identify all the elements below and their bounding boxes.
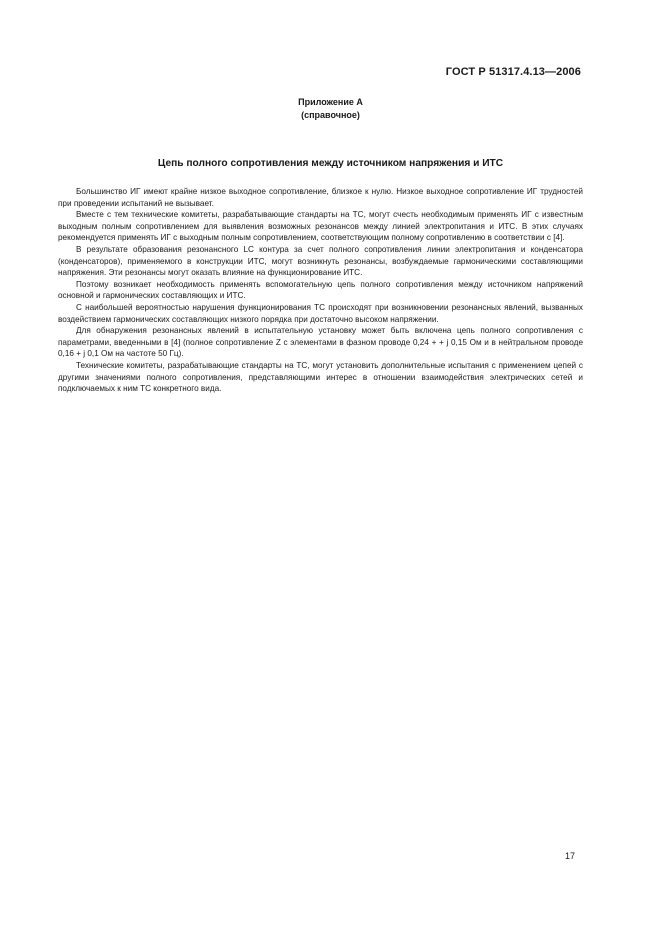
section-title: Цепь полного сопротивления между источником напряжения и ИТС: [157, 158, 504, 169]
appendix-label: Приложение А: [298, 97, 363, 107]
paragraph: Большинство ИГ имеют крайне низкое выходное сопротивление, близкое к нулю. Низкое выходное сопротивление ИГ трудностей при проведении испытаний не вызывает.: [58, 187, 583, 208]
paragraph: Технические комитеты, разрабатывающие стандарты на ТС, могут установить дополнительные испытания с применением цепей с другими значениями полного сопротивления, представляющими интерес в отношении взаимодействия электрических сетей и подключаемых к ним ТС конкретного вида.: [58, 360, 583, 394]
paragraph: Вместе с тем технические комитеты, разрабатывающие стандарты на ТС, могут счесть необходимым применять ИГ с известным выходным полным сопротивлением для выявления возможных резонансов между линией электропитания и ИТС. В этих случаях рекомендуется применять ИГ с выходным полным сопротивлением, соответствующим полному сопротивлению в соответствии с [4].: [58, 210, 583, 243]
paragraph: Поэтому возникает необходимость применять вспомогательную цепь полного сопротивления между источником напряжений основной и гармонических составляющих и ИТС.: [58, 279, 583, 301]
paragraph: Для обнаружения резонансных явлений в испытательную установку может быть включена цепь полного сопротивления с параметрами, введенными в [4] (полное сопротивление Z с элементами в фазном проводе 0,24 + + j 0,15 Ом и в нейтральном проводе 0,16 + j 0,1 Ом на частоте 50 Гц).: [58, 326, 583, 359]
body-text: [58, 186, 583, 395]
document-code: ГОСТ Р 51317.4.13—2006: [445, 66, 581, 78]
page-number: 17: [564, 851, 575, 861]
paragraph: В результате образования резонансного LC контура за счет полного сопротивления линии электропитания и конденсатора (конденсаторов), применяемого в конструкции ИТС, могут возникнуть резонансы, возбуждаемые гармоническими составляющими напряжения. Эти резонансы могут оказать влияние на функционирование ИТС.: [58, 244, 583, 278]
appendix-type: (справочное): [301, 110, 360, 120]
paragraph: С наибольшей вероятностью нарушения функционирования ТС происходят при возникновении резонансных явлений, вызванных воздействием гармонических составляющих низкого порядка при достаточно высоком напряжении.: [58, 302, 583, 324]
appendix-heading: [0, 96, 661, 122]
